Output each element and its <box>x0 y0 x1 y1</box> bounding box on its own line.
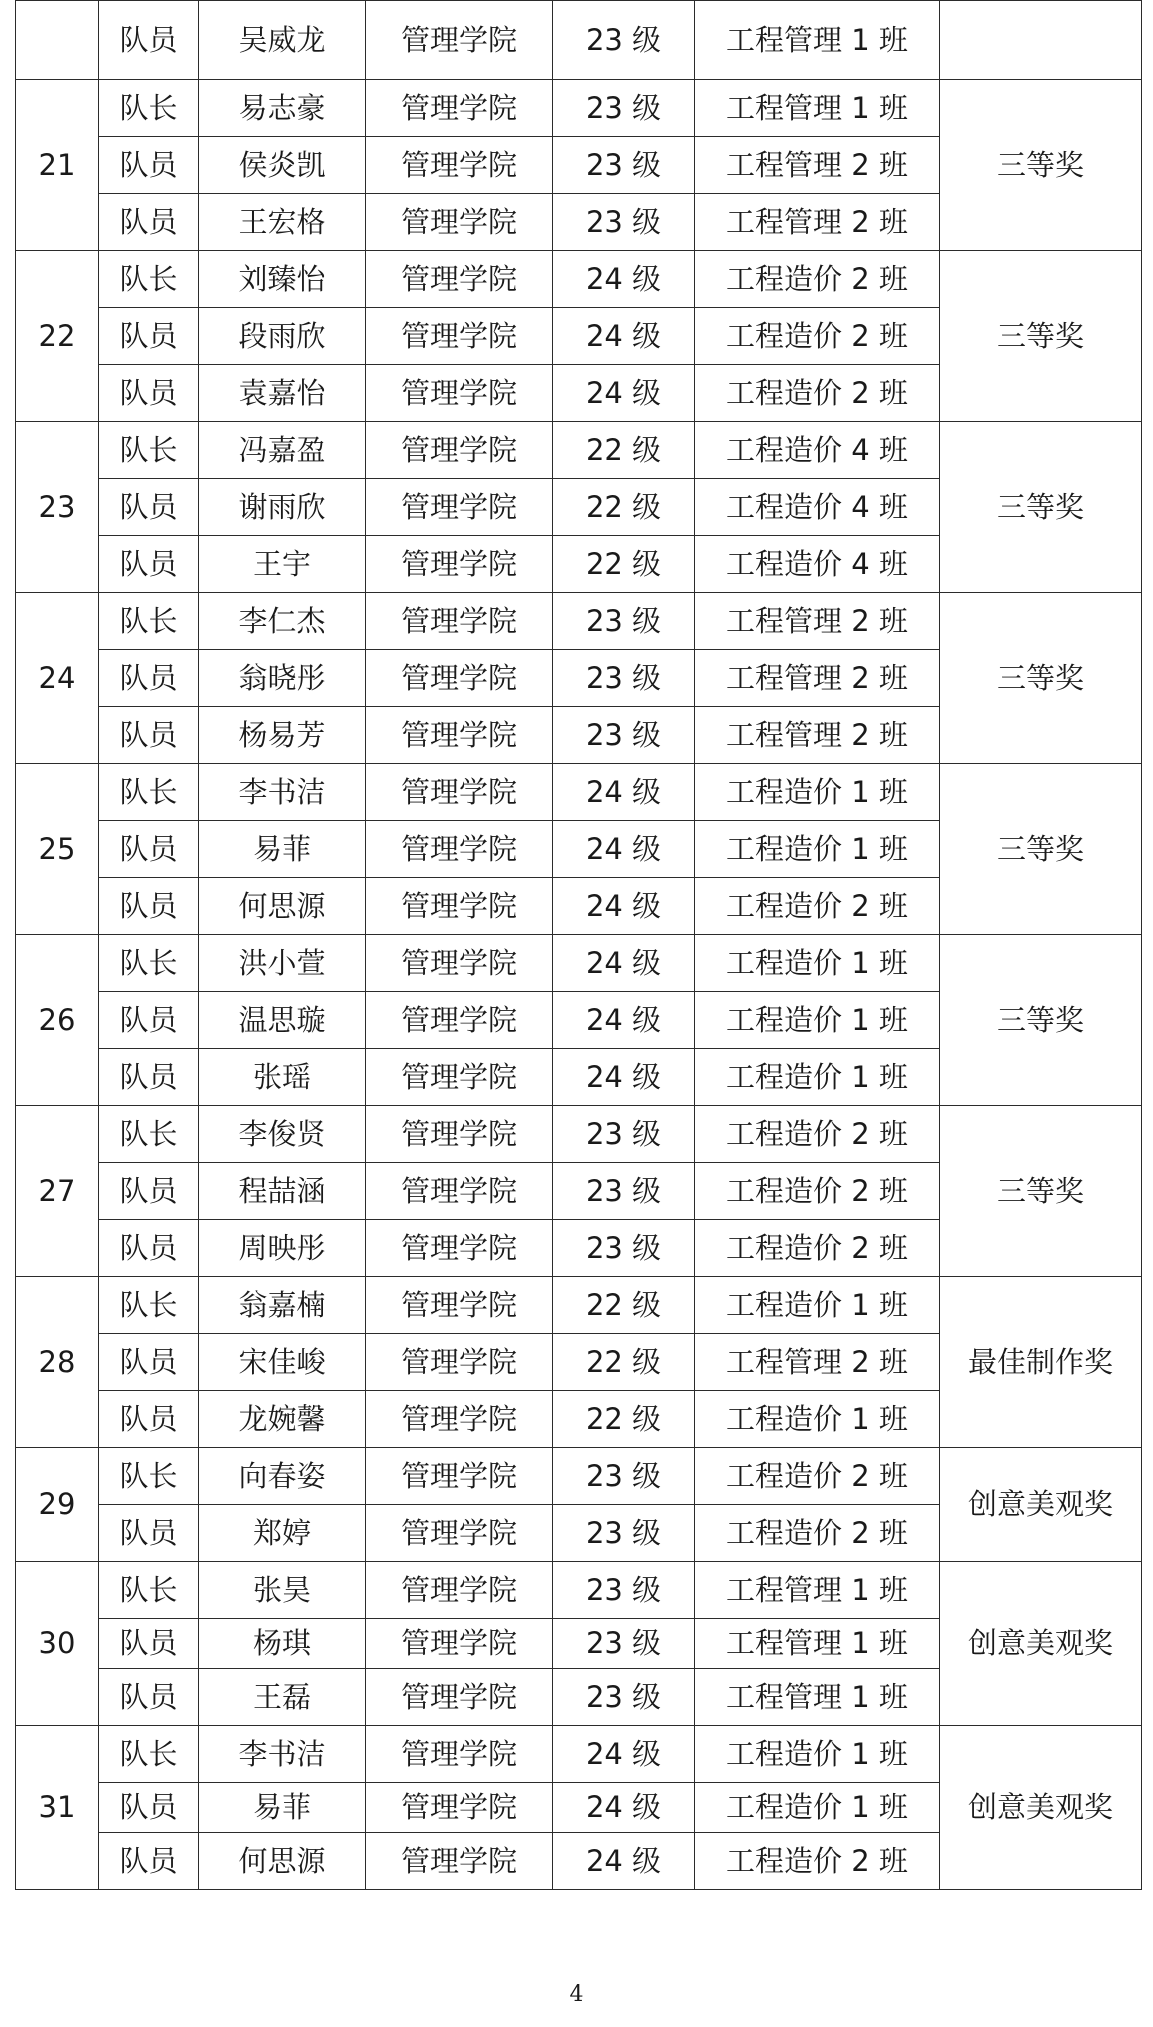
college-cell: 管理学院 <box>366 1106 553 1163</box>
award-cell: 三等奖 <box>940 1106 1142 1277</box>
role-cell: 队员 <box>99 1505 199 1562</box>
award-cell: 创意美观奖 <box>940 1448 1142 1562</box>
college-cell: 管理学院 <box>366 821 553 878</box>
college-cell: 管理学院 <box>366 1726 553 1783</box>
role-cell: 队员 <box>99 365 199 422</box>
grade-cell: 23 级 <box>553 1505 695 1562</box>
college-cell: 管理学院 <box>366 1783 553 1833</box>
award-cell: 三等奖 <box>940 593 1142 764</box>
grade-cell: 24 级 <box>553 935 695 992</box>
name-cell: 杨琪 <box>199 1619 366 1669</box>
name-cell: 谢雨欣 <box>199 479 366 536</box>
name-cell: 张瑶 <box>199 1049 366 1106</box>
award-cell: 三等奖 <box>940 80 1142 251</box>
grade-cell: 22 级 <box>553 422 695 479</box>
college-cell: 管理学院 <box>366 365 553 422</box>
role-cell: 队员 <box>99 1783 199 1833</box>
class-cell: 工程管理 1 班 <box>695 1669 940 1726</box>
table-row <box>16 1 1142 80</box>
name-cell: 段雨欣 <box>199 308 366 365</box>
class-cell: 工程造价 1 班 <box>695 1277 940 1334</box>
role-cell: 队员 <box>99 479 199 536</box>
class-cell: 工程管理 2 班 <box>695 650 940 707</box>
table-row <box>16 80 1142 137</box>
name-cell: 张昊 <box>199 1562 366 1619</box>
name-cell: 冯嘉盈 <box>199 422 366 479</box>
name-cell: 温思璇 <box>199 992 366 1049</box>
grade-cell: 24 级 <box>553 1726 695 1783</box>
role-cell: 队员 <box>99 1833 199 1890</box>
class-cell: 工程造价 1 班 <box>695 1049 940 1106</box>
college-cell: 管理学院 <box>366 536 553 593</box>
college-cell: 管理学院 <box>366 422 553 479</box>
class-cell: 工程造价 2 班 <box>695 308 940 365</box>
name-cell: 吴威龙 <box>199 1 366 80</box>
team-number-cell: 30 <box>16 1562 99 1726</box>
college-cell: 管理学院 <box>366 251 553 308</box>
college-cell: 管理学院 <box>366 1334 553 1391</box>
grade-cell: 23 级 <box>553 1619 695 1669</box>
grade-cell: 23 级 <box>553 593 695 650</box>
role-cell: 队员 <box>99 1 199 80</box>
award-cell: 三等奖 <box>940 422 1142 593</box>
college-cell: 管理学院 <box>366 137 553 194</box>
grade-cell: 23 级 <box>553 650 695 707</box>
college-cell: 管理学院 <box>366 593 553 650</box>
team-number-cell: 24 <box>16 593 99 764</box>
college-cell: 管理学院 <box>366 1448 553 1505</box>
award-cell: 三等奖 <box>940 251 1142 422</box>
class-cell: 工程管理 1 班 <box>695 1562 940 1619</box>
class-cell: 工程管理 2 班 <box>695 137 940 194</box>
table-row <box>16 764 1142 821</box>
role-cell: 队员 <box>99 992 199 1049</box>
name-cell: 侯炎凯 <box>199 137 366 194</box>
name-cell: 刘臻怡 <box>199 251 366 308</box>
college-cell: 管理学院 <box>366 992 553 1049</box>
college-cell: 管理学院 <box>366 1833 553 1890</box>
role-cell: 队员 <box>99 650 199 707</box>
class-cell: 工程造价 2 班 <box>695 251 940 308</box>
grade-cell: 24 级 <box>553 1833 695 1890</box>
grade-cell: 23 级 <box>553 1163 695 1220</box>
class-cell: 工程管理 1 班 <box>695 1 940 80</box>
college-cell: 管理学院 <box>366 764 553 821</box>
college-cell: 管理学院 <box>366 707 553 764</box>
name-cell: 易菲 <box>199 821 366 878</box>
name-cell: 翁晓彤 <box>199 650 366 707</box>
role-cell: 队员 <box>99 536 199 593</box>
grade-cell: 23 级 <box>553 1448 695 1505</box>
class-cell: 工程管理 2 班 <box>695 593 940 650</box>
award-cell: 创意美观奖 <box>940 1726 1142 1890</box>
college-cell: 管理学院 <box>366 194 553 251</box>
role-cell: 队长 <box>99 1726 199 1783</box>
role-cell: 队员 <box>99 1220 199 1277</box>
class-cell: 工程造价 2 班 <box>695 1448 940 1505</box>
table-row <box>16 1106 1142 1163</box>
team-number-cell: 27 <box>16 1106 99 1277</box>
grade-cell: 22 级 <box>553 536 695 593</box>
class-cell: 工程造价 1 班 <box>695 935 940 992</box>
grade-cell: 23 级 <box>553 707 695 764</box>
name-cell: 洪小萱 <box>199 935 366 992</box>
role-cell: 队员 <box>99 821 199 878</box>
page-number: 4 <box>569 1982 584 2007</box>
table-row <box>16 1562 1142 1619</box>
table-row <box>16 593 1142 650</box>
name-cell: 何思源 <box>199 878 366 935</box>
college-cell: 管理学院 <box>366 1619 553 1669</box>
class-cell: 工程管理 2 班 <box>695 1334 940 1391</box>
name-cell: 李书洁 <box>199 1726 366 1783</box>
name-cell: 易志豪 <box>199 80 366 137</box>
grade-cell: 23 级 <box>553 1669 695 1726</box>
grade-cell: 24 级 <box>553 878 695 935</box>
class-cell: 工程造价 4 班 <box>695 536 940 593</box>
award-cell: 三等奖 <box>940 764 1142 935</box>
class-cell: 工程造价 2 班 <box>695 1163 940 1220</box>
team-number-cell: 29 <box>16 1448 99 1562</box>
table-row <box>16 1277 1142 1334</box>
college-cell: 管理学院 <box>366 1 553 80</box>
name-cell: 李仁杰 <box>199 593 366 650</box>
name-cell: 王宇 <box>199 536 366 593</box>
grade-cell: 23 级 <box>553 1562 695 1619</box>
grade-cell: 23 级 <box>553 1106 695 1163</box>
table-row <box>16 1726 1142 1783</box>
college-cell: 管理学院 <box>366 1391 553 1448</box>
role-cell: 队长 <box>99 1448 199 1505</box>
college-cell: 管理学院 <box>366 878 553 935</box>
name-cell: 王磊 <box>199 1669 366 1726</box>
team-number-cell: 26 <box>16 935 99 1106</box>
grade-cell: 24 级 <box>553 1783 695 1833</box>
table-row <box>16 422 1142 479</box>
college-cell: 管理学院 <box>366 650 553 707</box>
grade-cell: 24 级 <box>553 1049 695 1106</box>
class-cell: 工程造价 1 班 <box>695 821 940 878</box>
team-number-cell: 28 <box>16 1277 99 1448</box>
name-cell: 何思源 <box>199 1833 366 1890</box>
class-cell: 工程造价 4 班 <box>695 479 940 536</box>
college-cell: 管理学院 <box>366 308 553 365</box>
role-cell: 队员 <box>99 1391 199 1448</box>
class-cell: 工程造价 2 班 <box>695 878 940 935</box>
college-cell: 管理学院 <box>366 1220 553 1277</box>
award-table-body <box>16 1 1142 1890</box>
grade-cell: 22 级 <box>553 479 695 536</box>
grade-cell: 24 级 <box>553 251 695 308</box>
name-cell: 周映彤 <box>199 1220 366 1277</box>
team-number-cell: 21 <box>16 80 99 251</box>
class-cell: 工程造价 1 班 <box>695 992 940 1049</box>
grade-cell: 22 级 <box>553 1391 695 1448</box>
role-cell: 队长 <box>99 593 199 650</box>
grade-cell: 22 级 <box>553 1277 695 1334</box>
role-cell: 队员 <box>99 1669 199 1726</box>
college-cell: 管理学院 <box>366 1562 553 1619</box>
grade-cell: 24 级 <box>553 992 695 1049</box>
team-number-cell: 31 <box>16 1726 99 1890</box>
role-cell: 队长 <box>99 1277 199 1334</box>
role-cell: 队长 <box>99 935 199 992</box>
team-number-cell: 25 <box>16 764 99 935</box>
role-cell: 队长 <box>99 251 199 308</box>
class-cell: 工程管理 2 班 <box>695 707 940 764</box>
name-cell: 郑婷 <box>199 1505 366 1562</box>
grade-cell: 23 级 <box>553 194 695 251</box>
table-row <box>16 935 1142 992</box>
team-number-cell: 23 <box>16 422 99 593</box>
grade-cell: 23 级 <box>553 1 695 80</box>
class-cell: 工程造价 1 班 <box>695 1726 940 1783</box>
name-cell: 杨易芳 <box>199 707 366 764</box>
grade-cell: 24 级 <box>553 821 695 878</box>
grade-cell: 22 级 <box>553 1334 695 1391</box>
role-cell: 队员 <box>99 1619 199 1669</box>
role-cell: 队员 <box>99 137 199 194</box>
class-cell: 工程管理 1 班 <box>695 80 940 137</box>
role-cell: 队员 <box>99 707 199 764</box>
college-cell: 管理学院 <box>366 479 553 536</box>
name-cell: 王宏格 <box>199 194 366 251</box>
college-cell: 管理学院 <box>366 1163 553 1220</box>
role-cell: 队员 <box>99 1334 199 1391</box>
role-cell: 队长 <box>99 1562 199 1619</box>
name-cell: 李书洁 <box>199 764 366 821</box>
college-cell: 管理学院 <box>366 80 553 137</box>
name-cell: 李俊贤 <box>199 1106 366 1163</box>
class-cell: 工程造价 2 班 <box>695 1106 940 1163</box>
award-cell: 三等奖 <box>940 935 1142 1106</box>
class-cell: 工程造价 2 班 <box>695 1833 940 1890</box>
award-table <box>15 0 1142 1890</box>
role-cell: 队长 <box>99 764 199 821</box>
team-number-cell: 22 <box>16 251 99 422</box>
class-cell: 工程造价 1 班 <box>695 1391 940 1448</box>
award-cell <box>940 1 1142 80</box>
role-cell: 队员 <box>99 308 199 365</box>
grade-cell: 23 级 <box>553 1220 695 1277</box>
class-cell: 工程造价 2 班 <box>695 1505 940 1562</box>
table-row <box>16 251 1142 308</box>
name-cell: 程喆涵 <box>199 1163 366 1220</box>
table-row <box>16 1448 1142 1505</box>
name-cell: 翁嘉楠 <box>199 1277 366 1334</box>
grade-cell: 24 级 <box>553 308 695 365</box>
class-cell: 工程造价 1 班 <box>695 764 940 821</box>
role-cell: 队长 <box>99 1106 199 1163</box>
college-cell: 管理学院 <box>366 1505 553 1562</box>
award-cell: 创意美观奖 <box>940 1562 1142 1726</box>
role-cell: 队长 <box>99 80 199 137</box>
role-cell: 队员 <box>99 194 199 251</box>
grade-cell: 23 级 <box>553 80 695 137</box>
college-cell: 管理学院 <box>366 1049 553 1106</box>
name-cell: 袁嘉怡 <box>199 365 366 422</box>
class-cell: 工程造价 1 班 <box>695 1783 940 1833</box>
grade-cell: 24 级 <box>553 365 695 422</box>
team-number-cell <box>16 1 99 80</box>
grade-cell: 24 级 <box>553 764 695 821</box>
college-cell: 管理学院 <box>366 1669 553 1726</box>
role-cell: 队员 <box>99 878 199 935</box>
class-cell: 工程管理 2 班 <box>695 194 940 251</box>
class-cell: 工程造价 4 班 <box>695 422 940 479</box>
award-cell: 最佳制作奖 <box>940 1277 1142 1448</box>
role-cell: 队员 <box>99 1049 199 1106</box>
role-cell: 队长 <box>99 422 199 479</box>
name-cell: 龙婉馨 <box>199 1391 366 1448</box>
college-cell: 管理学院 <box>366 1277 553 1334</box>
college-cell: 管理学院 <box>366 935 553 992</box>
grade-cell: 23 级 <box>553 137 695 194</box>
role-cell: 队员 <box>99 1163 199 1220</box>
class-cell: 工程造价 2 班 <box>695 1220 940 1277</box>
class-cell: 工程造价 2 班 <box>695 365 940 422</box>
name-cell: 宋佳峻 <box>199 1334 366 1391</box>
name-cell: 向春姿 <box>199 1448 366 1505</box>
name-cell: 易菲 <box>199 1783 366 1833</box>
class-cell: 工程管理 1 班 <box>695 1619 940 1669</box>
